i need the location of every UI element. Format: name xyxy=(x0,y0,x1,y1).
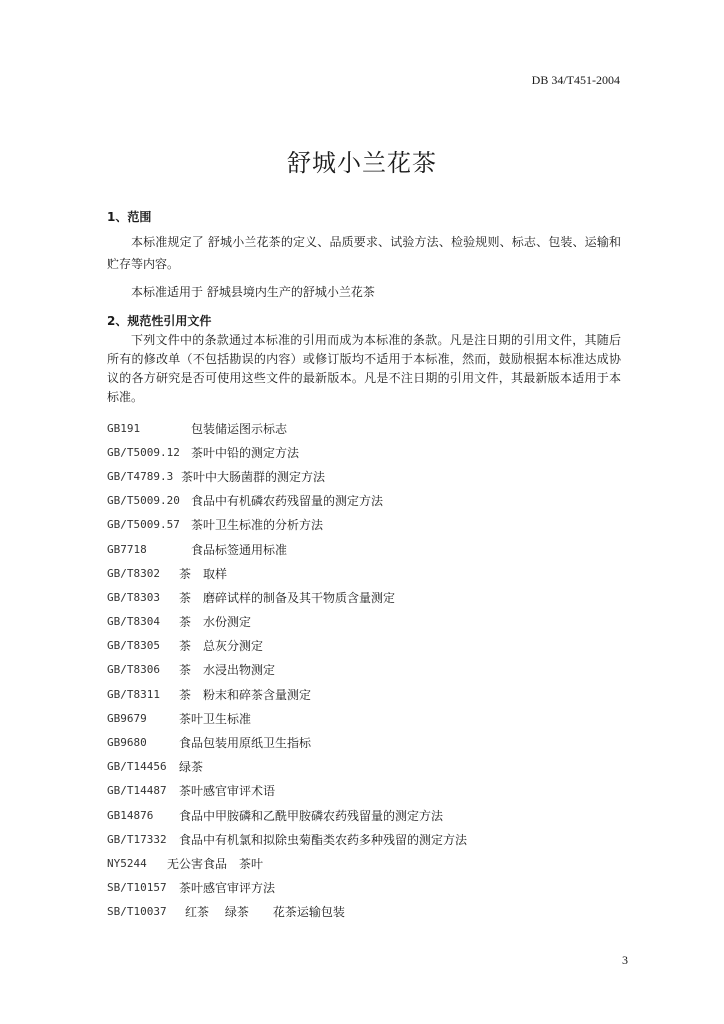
reference-item xyxy=(107,803,467,827)
scope-paragraph-1: 本标准规定了 舒城小兰花茶的定义、品质要求、试验方法、检验规则、标志、包装、运输和贮存等内容。 xyxy=(107,235,621,271)
reference-code: NY5244 xyxy=(107,856,147,870)
reference-list xyxy=(107,416,467,924)
reference-code: GB/T8302 xyxy=(107,566,160,580)
reference-title: 茶叶感官审评术语 xyxy=(179,784,276,799)
reference-title: 茶叶中铅的测定方法 xyxy=(191,445,300,460)
page-number: 3 xyxy=(622,953,628,967)
reference-item xyxy=(107,658,467,682)
reference-item xyxy=(107,513,467,537)
reference-item xyxy=(107,537,467,561)
reference-item xyxy=(107,851,467,875)
reference-title: 茶 水浸出物测定 xyxy=(179,663,276,678)
reference-title: 茶 总灰分测定 xyxy=(179,639,264,654)
reference-title: 茶 磨碎试样的制备及其干物质含量测定 xyxy=(179,590,396,605)
reference-title: 绿茶 xyxy=(179,760,204,775)
reference-title: 茶叶感官审评方法 xyxy=(179,881,276,896)
reference-code: GB/T14487 xyxy=(107,784,167,798)
standard-code: DB 34/T451-2004 xyxy=(531,73,620,87)
reference-item xyxy=(107,585,467,609)
reference-code: GB/T8306 xyxy=(107,663,160,677)
document-title: 舒城小兰花茶 xyxy=(287,149,437,177)
reference-title: 红茶 绿茶 花茶运输包装 xyxy=(185,905,345,920)
reference-title: 食品中有机磷农药残留量的测定方法 xyxy=(191,494,384,509)
reference-code: GB/T4789.3 xyxy=(107,469,174,483)
reference-item xyxy=(107,876,467,900)
reference-code: GB14876 xyxy=(107,808,154,822)
reference-item xyxy=(107,827,467,851)
reference-title: 包装储运图示标志 xyxy=(191,421,288,436)
reference-code: GB/T5009.12 xyxy=(107,445,180,459)
reference-code: GB/T17332 xyxy=(107,832,167,846)
reference-item xyxy=(107,706,467,730)
reference-code: GB/T8304 xyxy=(107,615,160,629)
reference-code: GB7718 xyxy=(107,542,147,556)
reference-title: 食品包装用原纸卫生指标 xyxy=(179,736,312,751)
references-intro-paragraph: 下列文件中的条款通过本标准的引用而成为本标准的条款。凡是注日期的引用文件，其随后所有的修改单（不包括勘误的内容）或修订版均不适用于本标准，然而，鼓励根据本标准达成协议的各方研究是否可使用这些文件的最新版本。凡是不注日期的引用文件，其最新版本适用于本标准。 xyxy=(107,333,621,404)
reference-item xyxy=(107,755,467,779)
reference-item xyxy=(107,489,467,513)
reference-item xyxy=(107,416,467,440)
reference-item xyxy=(107,464,467,488)
reference-title: 茶叶卫生标准的分析方法 xyxy=(191,518,324,533)
reference-title: 无公害食品 茶叶 xyxy=(167,856,264,871)
reference-code: GB/T5009.20 xyxy=(107,494,180,508)
reference-title: 茶叶中大肠菌群的测定方法 xyxy=(181,469,326,484)
reference-code: GB/T8303 xyxy=(107,590,160,604)
reference-code: GB9679 xyxy=(107,711,147,725)
reference-title: 茶 取样 xyxy=(179,566,228,581)
reference-item xyxy=(107,682,467,706)
scope-paragraph-2: 本标准适用于 舒城县境内生产的舒城小兰花茶 xyxy=(131,285,375,299)
reference-title: 食品中甲胺磷和乙酰甲胺磷农药残留量的测定方法 xyxy=(179,808,444,823)
reference-item xyxy=(107,440,467,464)
reference-item xyxy=(107,779,467,803)
reference-title: 茶 水份测定 xyxy=(179,615,252,630)
reference-item xyxy=(107,610,467,634)
reference-code: GB/T14456 xyxy=(107,760,167,774)
section-heading-scope: 1、范围 xyxy=(107,210,152,224)
reference-code: GB/T8305 xyxy=(107,639,160,653)
reference-title: 茶叶卫生标准 xyxy=(179,711,252,726)
reference-title: 茶 粉末和碎茶含量测定 xyxy=(179,687,312,702)
reference-code: GB/T5009.57 xyxy=(107,518,180,532)
reference-item xyxy=(107,634,467,658)
reference-code: SB/T10157 xyxy=(107,881,167,895)
reference-title: 食品中有机氯和拟除虫菊酯类农药多种残留的测定方法 xyxy=(179,832,468,847)
reference-code: SB/T10037 xyxy=(107,905,167,919)
section-heading-references: 2、规范性引用文件 xyxy=(107,314,212,328)
reference-item xyxy=(107,900,467,924)
reference-code: GB191 xyxy=(107,421,141,435)
reference-code: GB9680 xyxy=(107,736,147,750)
reference-code: GB/T8311 xyxy=(107,687,160,701)
reference-item xyxy=(107,730,467,754)
reference-title: 食品标签通用标准 xyxy=(191,542,288,557)
reference-item xyxy=(107,561,467,585)
